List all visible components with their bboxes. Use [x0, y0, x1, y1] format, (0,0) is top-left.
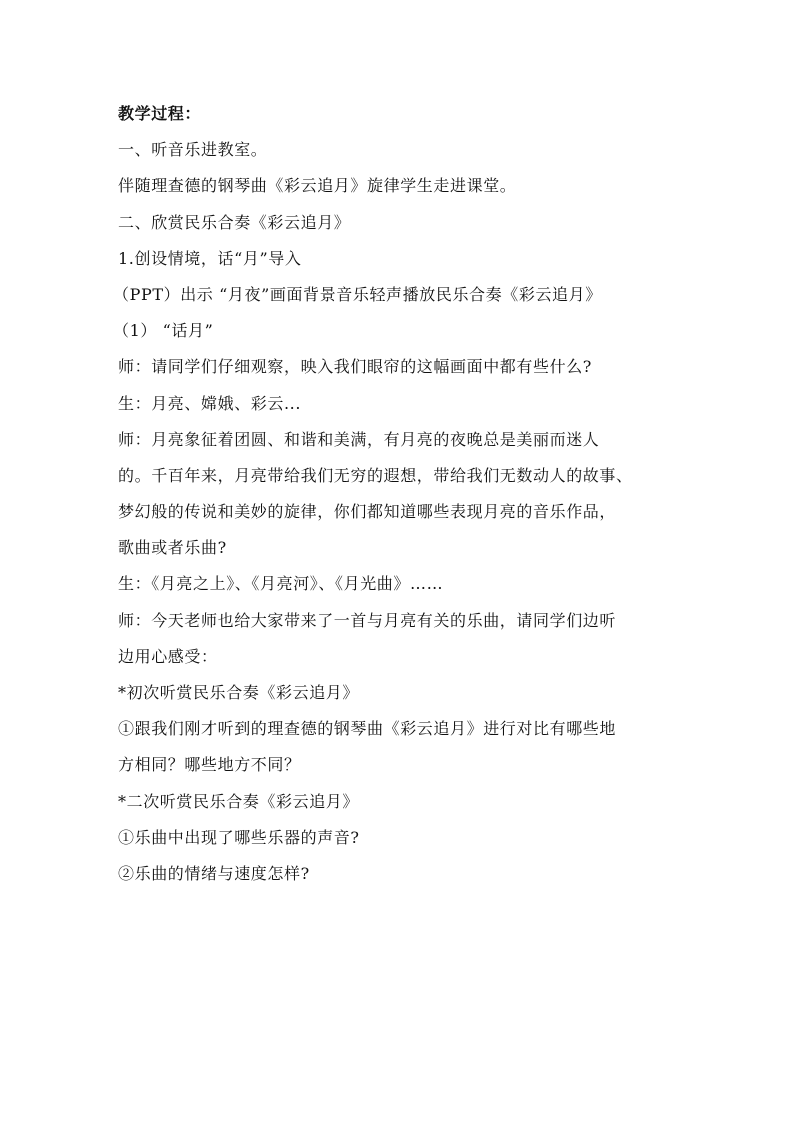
dialogue-line: 师：请同学们仔细观察，映入我们眼帘的这幅画面中都有些什么?: [118, 357, 592, 377]
dialogue-line: 梦幻般的传说和美妙的旋律，你们都知道哪些表现月亮的音乐作品，: [118, 502, 617, 522]
dialogue-line: 生：月亮、嫦娥、彩云...: [118, 393, 302, 413]
paragraph: （PPT）出示 “月夜”画面背景音乐轻声播放民乐合奏《彩云追月》: [113, 284, 602, 304]
step-heading: 二、欣赏民乐合奏《彩云追月》: [118, 212, 351, 232]
dialogue-line: 师：今天老师也给大家带来了一首与月亮有关的乐曲，请同学们边听: [118, 610, 617, 630]
dialogue-line: 边用心感受：: [118, 646, 218, 666]
list-item: *二次听赏民乐合奏《彩云追月》: [118, 791, 360, 811]
dialogue-line: 师：月亮象征着团圆、和谐和美满，有月亮的夜晚总是美丽而迷人: [118, 429, 600, 449]
sub-heading: 1.创设情境，话“月”导入: [118, 248, 302, 268]
sub-heading: （1） “话月”: [113, 321, 214, 341]
step-heading: 一、听音乐进教室。: [118, 140, 268, 160]
list-item: ②乐曲的情绪与速度怎样?: [118, 863, 310, 883]
list-item: ①跟我们刚才听到的理查德的钢琴曲《彩云追月》进行对比有哪些地: [118, 719, 617, 739]
document-body: [113, 104, 678, 900]
list-item: *初次听赏民乐合奏《彩云追月》: [118, 683, 360, 702]
dialogue-line: 生：《月亮之上》、《月亮河》、《月光曲》……: [118, 574, 444, 594]
dialogue-line: 的。千百年来，月亮带给我们无穷的遐想，带给我们无数动人的故事、: [118, 465, 633, 485]
section-heading: 教学过程：: [118, 104, 202, 123]
list-item: ①乐曲中出现了哪些乐器的声音?: [118, 827, 360, 847]
dialogue-line: 歌曲或者乐曲?: [118, 538, 227, 558]
list-item: 方相同？哪些地方不同？: [118, 755, 301, 775]
paragraph: 伴随理查德的钢琴曲《彩云追月》旋律学生走进课堂。: [118, 176, 517, 196]
